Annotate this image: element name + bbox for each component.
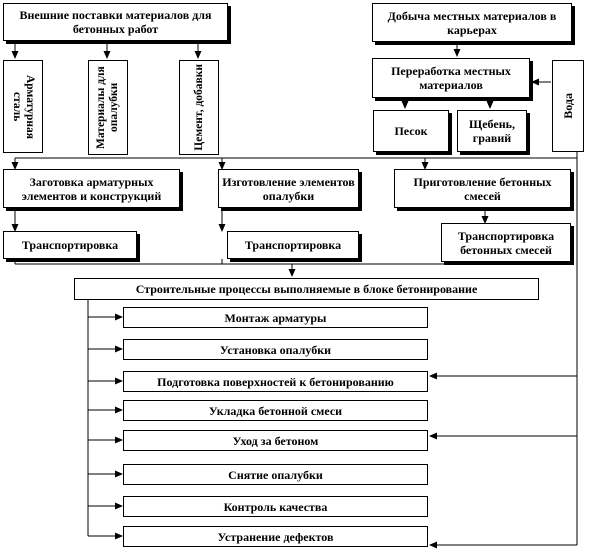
node-rebar-elements: Заготовка арматурных элементов и конструкций bbox=[3, 169, 180, 208]
process-step: Укладка бетонной смеси bbox=[123, 400, 428, 421]
node-construction-processes: Строительные процессы выполняемые в блоке бетонирование bbox=[74, 278, 539, 300]
node-local-extraction: Добыча местных материалов в карьерах bbox=[372, 3, 572, 42]
water-label: Вода bbox=[561, 93, 575, 119]
node-transport-2: Транспортировка bbox=[227, 231, 359, 259]
formwork-materials-label: Материалы для опалубки bbox=[95, 66, 120, 149]
node-transport-mix: Транспортировка бетонных смесей bbox=[441, 223, 571, 262]
node-formwork-elements: Изготовление элементов опалубки bbox=[218, 169, 359, 208]
node-local-processing: Переработка местных материалов bbox=[372, 58, 530, 98]
node-concrete-mix-prep: Приготовление бетонных смесей bbox=[394, 169, 571, 208]
node-gravel: Щебень, гравий bbox=[457, 110, 527, 152]
process-step: Снятие опалубки bbox=[123, 464, 428, 485]
node-formwork-materials bbox=[88, 60, 128, 155]
process-step: Уход за бетоном bbox=[123, 430, 428, 451]
node-cement-additives bbox=[179, 60, 219, 155]
process-step: Установка опалубки bbox=[123, 339, 428, 360]
node-sand: Песок bbox=[373, 110, 449, 152]
node-transport-1: Транспортировка bbox=[3, 231, 137, 259]
node-rebar-steel bbox=[3, 60, 43, 153]
process-step: Контроль качества bbox=[123, 496, 428, 517]
node-water bbox=[552, 60, 584, 152]
rebar-steel-label: Арматурная сталь bbox=[11, 74, 36, 139]
process-step: Устранение дефектов bbox=[123, 526, 428, 547]
process-step: Подготовка поверхностей к бетонированию bbox=[123, 371, 428, 392]
node-external-supply: Внешние поставки материалов для бетонных работ bbox=[3, 3, 228, 41]
process-step: Монтаж арматуры bbox=[123, 307, 428, 328]
cement-additives-label: Цемент, добавки bbox=[192, 64, 205, 151]
